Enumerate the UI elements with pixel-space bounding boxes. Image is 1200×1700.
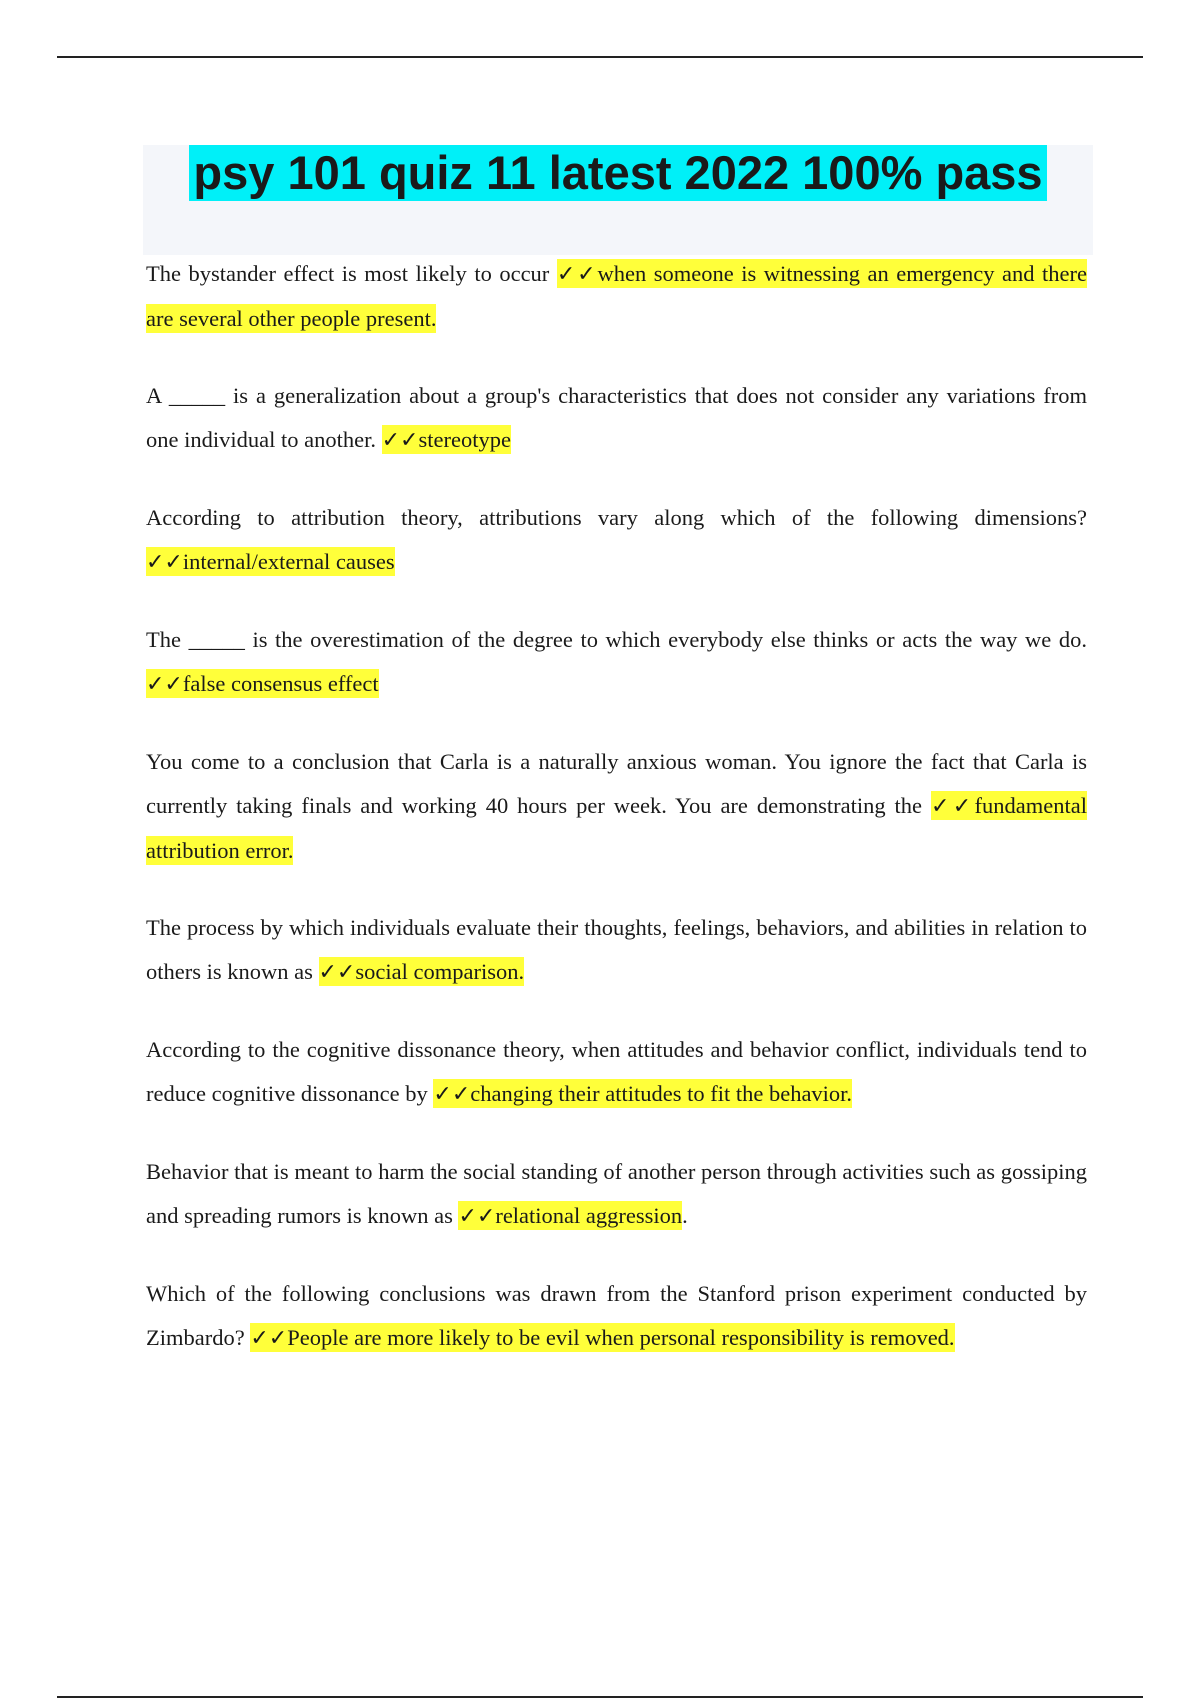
question-text: Behavior that is meant to harm the social standing of another person through activities such as gossiping and spreading rumors is known as <box>146 1159 1087 1228</box>
check-mark-icon: ✓✓ <box>931 794 975 819</box>
check-mark-icon: ✓✓ <box>556 262 598 287</box>
question-text: The bystander effect is most likely to occur <box>146 261 557 286</box>
question-text: A _____ is a generalization about a group's characteristics that does not consider any variations from one individual to another. <box>146 383 1087 452</box>
check-mark-icon: ✓✓ <box>458 1204 496 1229</box>
answer-text: fundamental attribution error. <box>146 793 1087 863</box>
question-text: The process by which individuals evaluate their thoughts, feelings, behaviors, and abilities in relation to others is known as <box>146 915 1087 984</box>
answer-highlight <box>319 957 525 986</box>
answer-text: People are more likely to be evil when personal responsibility is removed. <box>287 1325 955 1350</box>
qa-item <box>146 1150 1087 1239</box>
qa-item <box>146 906 1087 995</box>
question-text: According to the cognitive dissonance theory, when attitudes and behavior conflict, individuals tend to reduce cognitive dissonance by <box>146 1037 1087 1106</box>
answer-text: social comparison. <box>355 959 525 984</box>
question-text: Which of the following conclusions was drawn from the Stanford prison experiment conducted by Zimbardo? <box>146 1281 1087 1350</box>
qa-list <box>146 252 1087 1394</box>
answer-text: when someone is witnessing an emergency and there are several other people present. <box>146 261 1088 331</box>
answer-highlight <box>458 1201 682 1230</box>
qa-item <box>146 496 1087 585</box>
answer-highlight <box>382 425 511 454</box>
title-wrap <box>143 145 1093 201</box>
check-mark-icon: ✓✓ <box>381 428 419 453</box>
qa-item <box>146 374 1087 463</box>
qa-item <box>146 1028 1087 1117</box>
question-text: You come to a conclusion that Carla is a naturally anxious woman. You ignore the fact that Carla is currently taking finals and working 40 hours per week. You are demonstrating the <box>146 749 1087 818</box>
check-mark-icon: ✓✓ <box>146 672 183 697</box>
qa-item <box>146 252 1087 341</box>
answer-suffix: . <box>682 1203 688 1228</box>
question-text: According to attribution theory, attributions vary along which of the following dimensions? <box>146 505 1087 530</box>
bottom-rule <box>57 1696 1143 1698</box>
answer-highlight <box>250 1323 954 1352</box>
answer-highlight <box>146 547 395 576</box>
answer-text: changing their attitudes to fit the behavior. <box>470 1081 853 1106</box>
document-title: psy 101 quiz 11 latest 2022 100% pass <box>189 145 1046 201</box>
answer-highlight <box>146 669 379 698</box>
check-mark-icon: ✓✓ <box>318 960 356 985</box>
check-mark-icon: ✓✓ <box>433 1082 471 1107</box>
qa-item <box>146 740 1087 873</box>
answer-text: stereotype <box>418 427 511 452</box>
answer-text: relational aggression <box>495 1203 683 1228</box>
answer-text: internal/external causes <box>182 549 395 574</box>
answer-highlight <box>433 1079 852 1108</box>
qa-item <box>146 618 1087 707</box>
qa-item <box>146 1272 1087 1361</box>
question-text: The _____ is the overestimation of the degree to which everybody else thinks or acts the way we do. <box>146 627 1087 652</box>
check-mark-icon: ✓✓ <box>146 550 183 575</box>
top-rule <box>57 56 1143 58</box>
answer-text: false consensus effect <box>182 671 379 696</box>
check-mark-icon: ✓✓ <box>250 1326 288 1351</box>
